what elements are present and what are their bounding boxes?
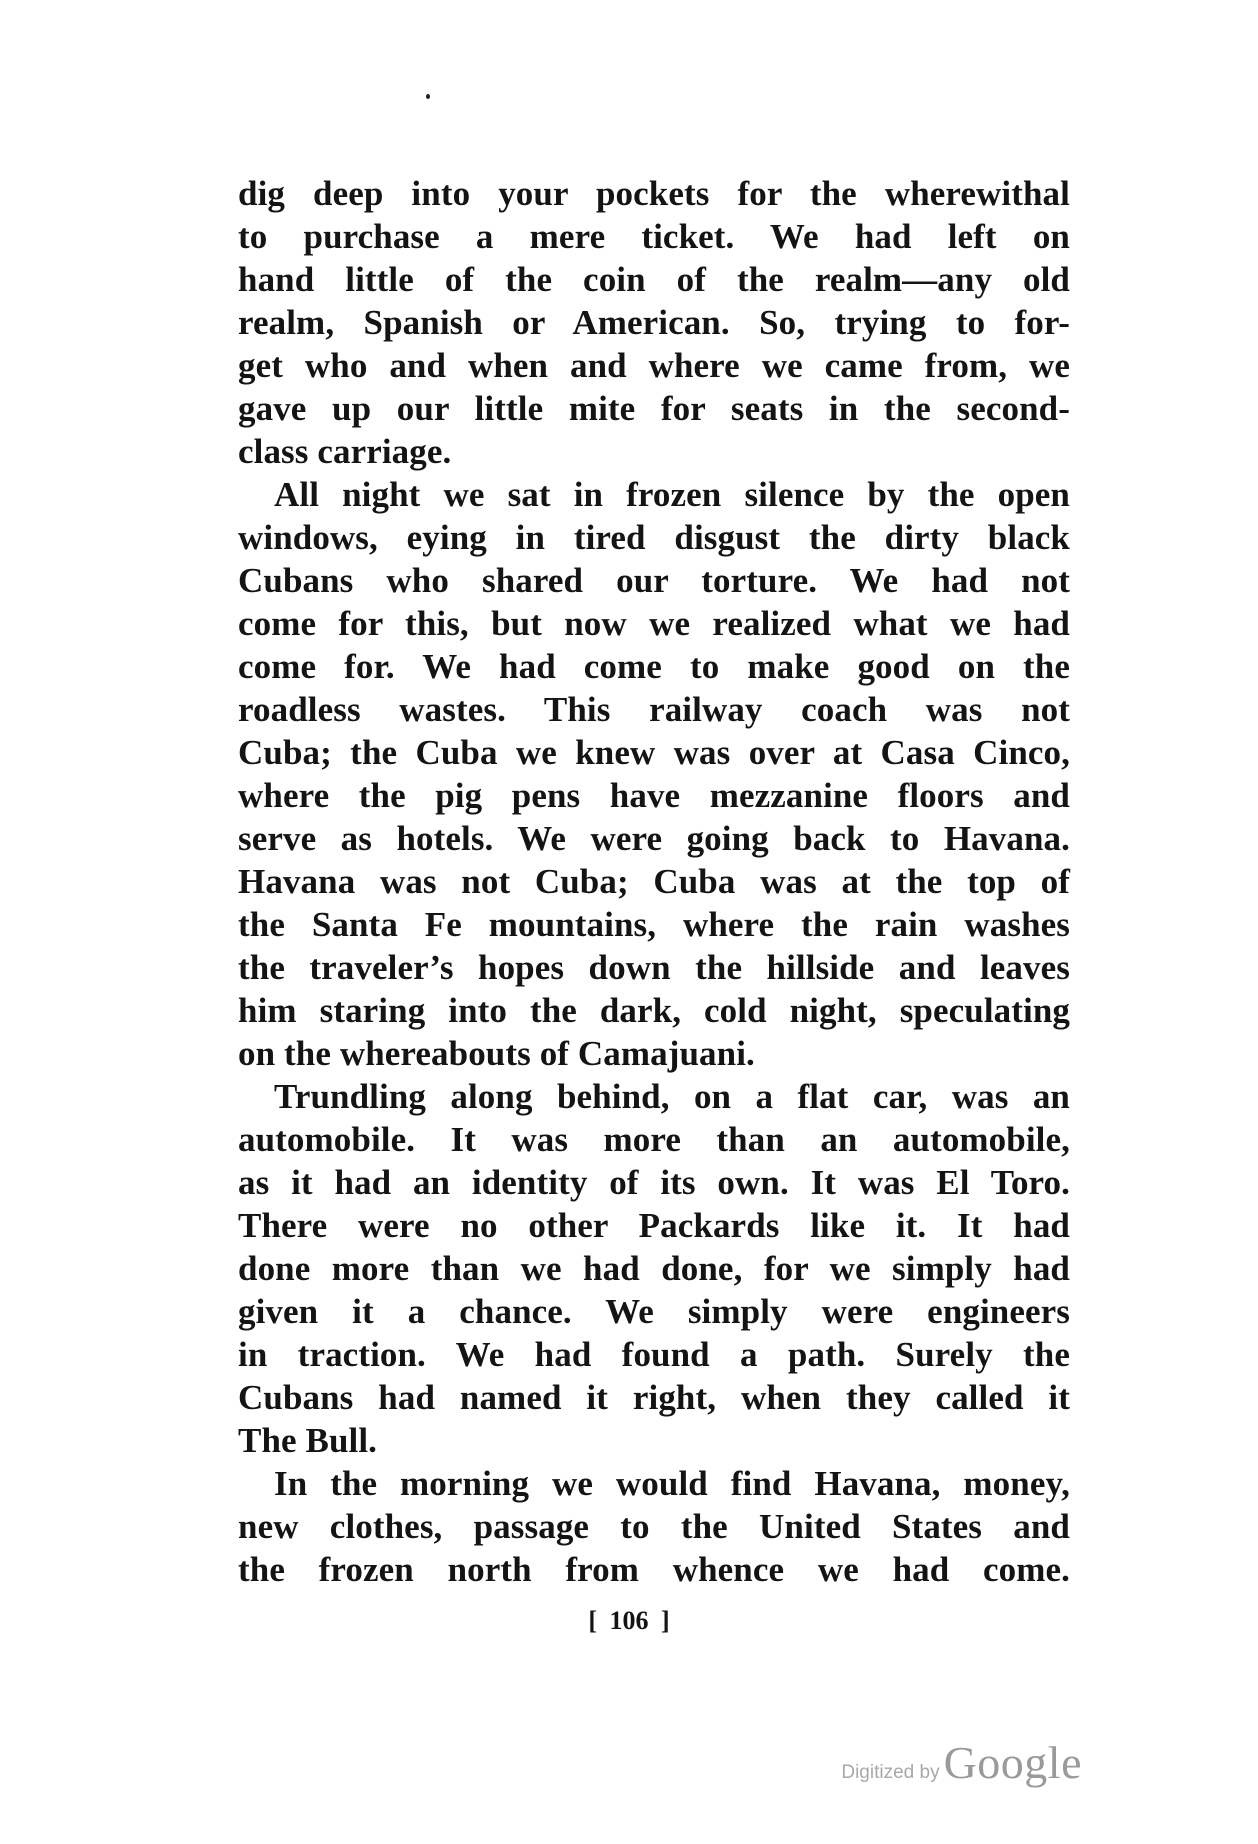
page-number: [ 106 ]: [588, 1606, 670, 1635]
text-line: hand little of the coin of the realm—any old: [238, 260, 1070, 299]
text-line: class carriage.: [238, 432, 452, 471]
watermark-brand: Google: [943, 1737, 1082, 1788]
text-line: done more than we had done, for we simply had: [238, 1249, 1070, 1288]
text-line: the traveler’s hopes down the hillside and leaves: [238, 948, 1070, 987]
text-line: automobile. It was more than an automobile,: [238, 1120, 1070, 1159]
text-line: windows, eying in tired disgust the dirty black: [238, 518, 1070, 557]
text-line: given it a chance. We simply were engineers: [238, 1292, 1070, 1331]
ink-speck: [426, 94, 430, 99]
text-line: the frozen north from whence we had come.: [238, 1550, 1070, 1589]
text-line: on the whereabouts of Camajuani.: [238, 1034, 755, 1073]
text-line: gave up our little mite for seats in the second-: [238, 389, 1070, 428]
text-line: The Bull.: [238, 1421, 378, 1460]
text-line: Cubans who shared our torture. We had not: [238, 561, 1070, 600]
body-text: [238, 172, 1070, 1591]
text-line: in traction. We had found a path. Surely the: [238, 1335, 1070, 1374]
text-line: Cuba; the Cuba we knew was over at Casa Cinco,: [238, 733, 1070, 772]
text-line: get who and when and where we came from, we: [238, 346, 1070, 385]
text-line: There were no other Packards like it. It had: [238, 1206, 1070, 1245]
text-line: to purchase a mere ticket. We had left on: [238, 217, 1070, 256]
text-line: new clothes, passage to the United States and: [238, 1507, 1070, 1546]
watermark-prefix: Digitized by: [841, 1762, 940, 1783]
text-line: Trundling along behind, on a flat car, was an: [274, 1077, 1070, 1116]
text-line: dig deep into your pockets for the wherewithal: [238, 174, 1070, 213]
digitized-watermark: [841, 1736, 1082, 1786]
text-line: roadless wastes. This railway coach was not: [238, 690, 1070, 729]
text-line: as it had an identity of its own. It was El Toro.: [238, 1163, 1070, 1202]
text-line: the Santa Fe mountains, where the rain washes: [238, 905, 1070, 944]
text-line: come for this, but now we realized what we had: [238, 604, 1070, 643]
text-line: Cubans had named it right, when they called it: [238, 1378, 1070, 1417]
text-line: Havana was not Cuba; Cuba was at the top of: [238, 862, 1070, 901]
text-line: where the pig pens have mezzanine floors and: [238, 776, 1070, 815]
text-line: him staring into the dark, cold night, speculating: [238, 991, 1070, 1030]
text-line: All night we sat in frozen silence by the open: [274, 475, 1070, 514]
text-line: realm, Spanish or American. So, trying to for-: [238, 303, 1070, 342]
text-line: In the morning we would find Havana, money,: [274, 1464, 1070, 1503]
text-line: serve as hotels. We were going back to Havana.: [238, 819, 1070, 858]
text-line: come for. We had come to make good on the: [238, 647, 1070, 686]
